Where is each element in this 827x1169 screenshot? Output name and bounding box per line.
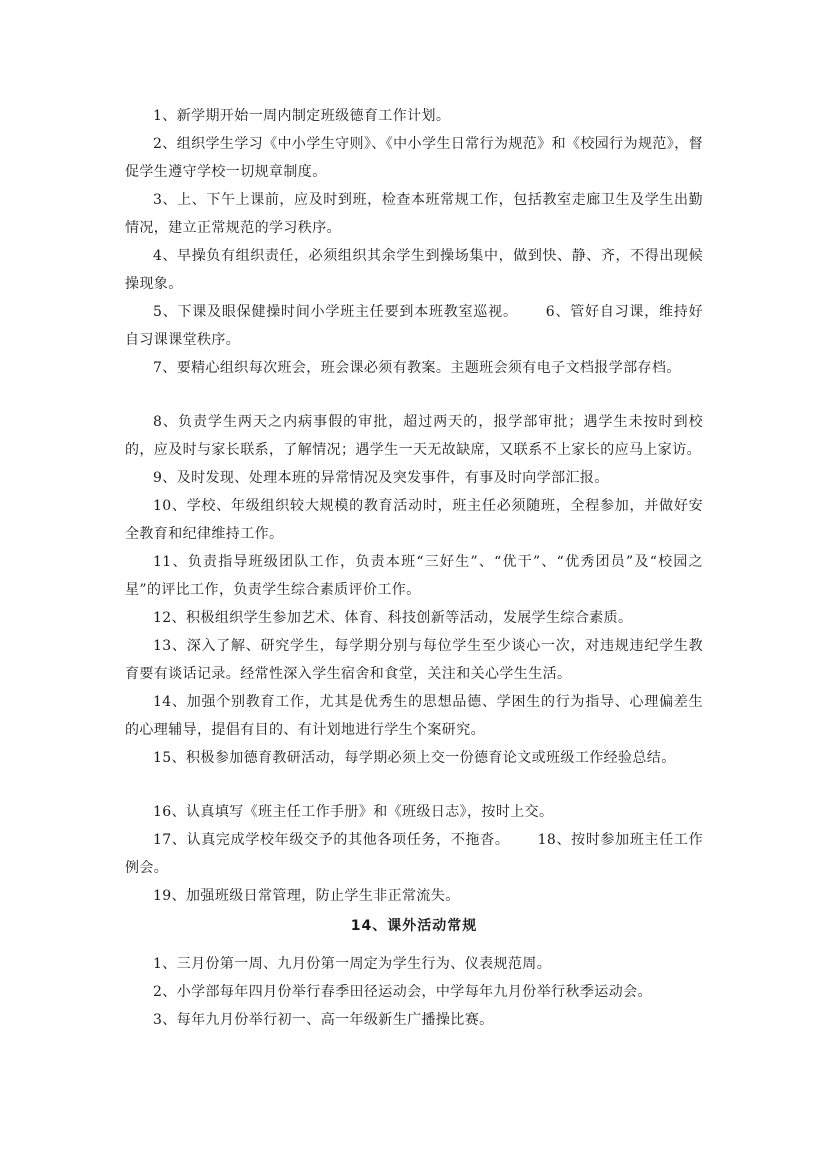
item-3: 3、上、下午上课前，应及时到班，检查本班常规工作，包括教室走廊卫生及学生出勤情况，建立正常规范的学习秩序。 (125, 192, 703, 236)
item-5: 5、下课及眼保健操时间小学班主任要到本班教室巡视。 (153, 304, 518, 320)
section-heading: 14、课外活动常规 (350, 918, 478, 934)
item-13: 13、深入了解、研究学生，每学期分别与每位学生至少谈心一次，对违规违纪学生教育要有谈话记录。经常性深入学生宿舍和食堂，关注和关心学生生活。 (125, 638, 703, 682)
item-14: 14、加强个别教育工作，尤其是优秀生的思想品德、学困生的行为指导、心理偏差生的心理辅导，提倡有目的、有计划地进行学生个案研究。 (125, 694, 703, 738)
item-16: 16、认真填写《班主任工作手册》和《班级日志》，按时上交。 (153, 804, 554, 820)
item-8: 8、负责学生两天之内病事假的审批，超过两天的，报学部审批；遇学生未按时到校的，应及时与家长联系，了解情况；遇学生一天无故缺席，又联系不上家长的应马上家访。 (125, 414, 703, 458)
item-12: 12、积极组织学生参加艺术、体育、科技创新等活动，发展学生综合素质。 (153, 610, 633, 626)
section-item-2: 2、小学部每年四月份举行春季田径运动会，中学每年九月份举行秋季运动会。 (153, 984, 652, 1000)
item-17: 17、认真完成学校年级交予的其他各项任务，不拖沓。 (153, 832, 510, 848)
item-15: 15、积极参加德育教研活动，每学期必须上交一份德育论文或班级工作经验总结。 (153, 750, 676, 766)
item-19: 19、加强班级日常管理，防止学生非正常流失。 (153, 888, 460, 904)
item-7: 7、要精心组织每次班会，班会课必须有教案。主题班会须有电子文档报学部存档。 (153, 360, 681, 376)
item-11: 11、负责指导班级团队工作，负责本班“三好生”、“优干”、“优秀团员”及“校园之星”的评比工作，负责学生综合素质评价工作。 (125, 554, 703, 598)
item-5-6 (125, 298, 703, 354)
item-18: 18、按时参加班主任工作例会。 (125, 832, 703, 876)
document-body (125, 102, 703, 1034)
item-6: 6、管好自习课，维持好自习课课堂秩序。 (125, 304, 703, 348)
section-item-1: 1、三月份第一周、九月份第一周定为学生行为、仪表规范周。 (153, 956, 552, 972)
item-17-18 (125, 826, 703, 882)
item-2: 2、组织学生学习《中小学生守则》、《中小学生日常行为规范》和《校园行为规范》，督促学生遵守学校一切规章制度。 (125, 136, 703, 180)
item-4: 4、早操负有组织责任，必须组织其余学生到操场集中，做到快、静、齐，不得出现候操现象。 (125, 248, 703, 292)
section-item-3: 3、每年九月份举行初一、高一年级新生广播操比赛。 (153, 1012, 494, 1028)
item-10: 10、学校、年级组织较大规模的教育活动时，班主任必须随班，全程参加，并做好安全教育和纪律维持工作。 (125, 498, 703, 542)
item-1: 1、新学期开始一周内制定班级德育工作计划。 (153, 108, 451, 124)
item-9: 9、及时发现、处理本班的异常情况及突发事件，有事及时向学部汇报。 (153, 470, 609, 486)
